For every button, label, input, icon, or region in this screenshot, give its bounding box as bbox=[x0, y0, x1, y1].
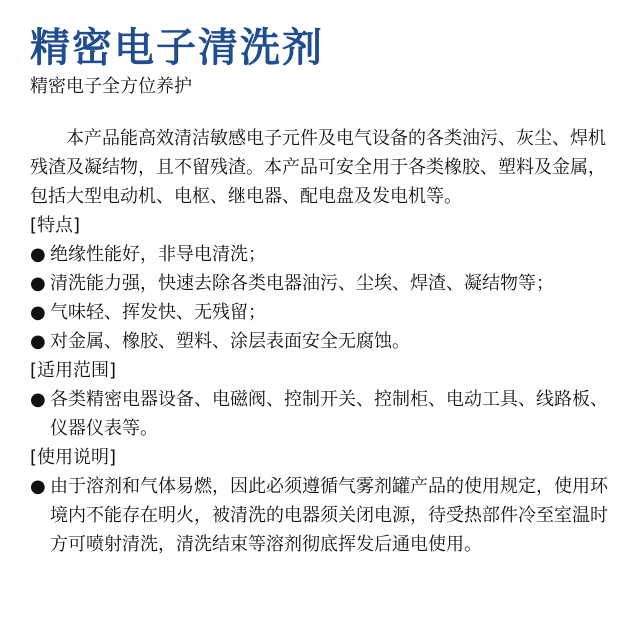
list-item bbox=[30, 240, 616, 269]
page-title: 精密电子清洗剂 bbox=[30, 25, 324, 71]
bullet-icon: ● bbox=[30, 331, 46, 352]
list-item-text: 各类精密电器设备、电磁阀、控制开关、控制柜、电动工具、线路板、仪器仪表等。 bbox=[50, 389, 608, 439]
features-list bbox=[30, 240, 616, 356]
section-heading-scope: [适用范围] bbox=[30, 360, 117, 381]
section-features bbox=[30, 211, 616, 356]
bullet-icon: ● bbox=[30, 476, 46, 497]
bullet-icon: ● bbox=[30, 244, 46, 265]
bullet-icon: ● bbox=[30, 302, 46, 323]
bullet-icon: ● bbox=[30, 273, 46, 294]
list-item-text: 绝缘性能好，非导电清洗； bbox=[50, 244, 266, 265]
list-item-text: 清洗能力强，快速去除各类电器油污、尘埃、焊渣、凝结物等； bbox=[50, 273, 554, 294]
list-item bbox=[30, 472, 616, 559]
scope-list bbox=[30, 385, 616, 443]
bullet-icon: ● bbox=[30, 389, 46, 410]
list-item bbox=[30, 298, 616, 327]
list-item-text: 气味轻、挥发快、无残留； bbox=[50, 302, 266, 323]
section-scope bbox=[30, 356, 616, 443]
usage-list bbox=[30, 472, 616, 559]
content-body bbox=[30, 124, 616, 559]
list-item bbox=[30, 327, 616, 356]
list-item-text: 对金属、橡胶、塑料、涂层表面安全无腐蚀。 bbox=[50, 331, 410, 352]
list-item bbox=[30, 269, 616, 298]
intro-paragraph: 本产品能高效清洁敏感电子元件及电气设备的各类油污、灰尘、焊机残渣及凝结物，且不留残渣。本产品可安全用于各类橡胶、塑料及金属，包括大型电动机、电枢、继电器、配电盘及发电机等。 bbox=[30, 128, 606, 207]
section-heading-features: [特点] bbox=[30, 215, 81, 236]
page-subtitle: 精密电子全方位养护 bbox=[30, 76, 192, 97]
section-usage bbox=[30, 443, 616, 559]
list-item bbox=[30, 385, 616, 443]
section-heading-usage: [使用说明] bbox=[30, 447, 117, 468]
list-item-text: 由于溶剂和气体易燃，因此必须遵循气雾剂罐产品的使用规定，使用环境内不能存在明火，被清洗的电器须关闭电源，待受热部件冷至室温时方可喷射清洗，清洗结束等溶剂彻底挥发后通电使用。 bbox=[50, 476, 608, 555]
